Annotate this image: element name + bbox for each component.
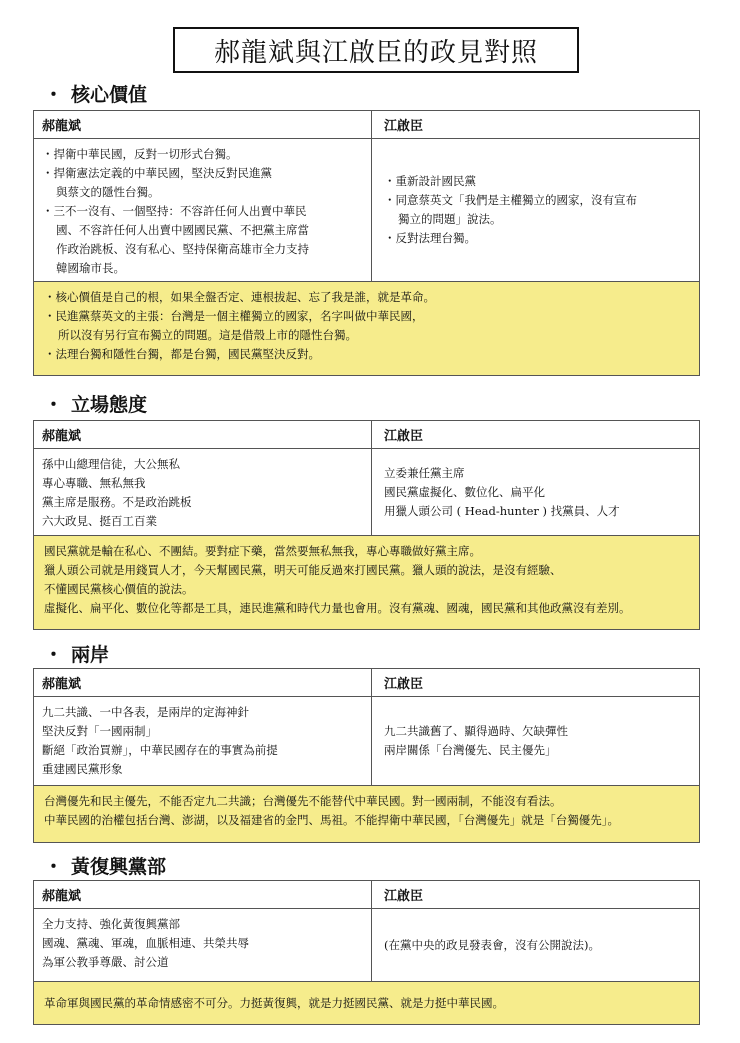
header-hao: 郝龍斌: [34, 111, 372, 138]
text-line: ・同意蔡英文「我們是主權獨立的國家，沒有宣布: [384, 193, 637, 207]
text-line: 中華民國的治權包括台灣、澎湖，以及福建省的金門、馬祖。不能捍衛中華民國，「台灣優先」就是「台獨優先」。: [44, 813, 619, 827]
chiang-column: [372, 697, 699, 785]
text-line: 兩岸關係「台灣優先、民主優先」: [384, 743, 557, 757]
text-line: ・核心價值是自己的根，如果全盤否定、連根拔起、忘了我是誰，就是革命。: [44, 290, 435, 304]
table-row: [34, 909, 699, 982]
text-line: 全力支持、強化黃復興黨部: [42, 917, 180, 931]
text-line: 所以沒有另行宣布獨立的問題。這是借殼上市的隱性台獨。: [58, 328, 357, 342]
header-chiang: 江啟臣: [384, 677, 424, 692]
section-title-cross-strait: ・ 兩岸: [44, 644, 110, 666]
text-line: 斷絕「政治買辦」，中華民國存在的事實為前提: [42, 743, 278, 757]
chiang-column: [372, 139, 699, 281]
text-line: ・重新設計國民黨: [384, 174, 476, 188]
table-row: [34, 697, 699, 786]
hao-column: [34, 139, 372, 281]
text-line: 為軍公教爭尊嚴、討公道: [42, 955, 169, 969]
section-title-text: 核心價值: [71, 84, 148, 106]
text-line: ・民進黨蔡英文的主張：台灣是一個主權獨立的國家，名字叫做中華民國，: [44, 309, 424, 323]
text-line: 虛擬化、扁平化、數位化等都是工具，連民進黨和時代力量也會用。沒有黨魂、國魂，國民黨和其他政黨沒有差別。: [44, 601, 631, 615]
commentary-note: [34, 282, 699, 375]
hao-column: [34, 697, 372, 785]
comparison-table-stance: [33, 420, 700, 630]
section-title-text: 立場態度: [71, 394, 148, 416]
text-line: 孫中山總理信徒，大公無私: [42, 457, 180, 471]
text-line: 國、不容許任何人出賣中國國民黨、不把黨主席當: [56, 223, 309, 237]
text-line: 重建國民黨形象: [42, 762, 123, 776]
header-hao: 郝龍斌: [34, 421, 372, 448]
header-chiang: 江啟臣: [384, 429, 424, 444]
text-line: 與蔡文的隱性台獨。: [56, 185, 160, 199]
text-line: ・三不一沒有、一個堅持：不容許任何人出賣中華民: [42, 204, 307, 218]
header-hao: 郝龍斌: [34, 881, 372, 908]
section-title-text: 兩岸: [71, 644, 110, 666]
text-line: 堅決反對「一國兩制」: [42, 724, 157, 738]
section-title-huang-fuxing: ・ 黃復興黨部: [44, 856, 167, 878]
chiang-column: [372, 449, 699, 535]
text-line: 不懂國民黨核心價值的說法。: [44, 582, 194, 596]
text-line: 用獵人頭公司 ( Head-hunter ) 找黨員、人才: [384, 503, 620, 518]
table-row: [34, 139, 699, 282]
table-header: [34, 111, 699, 139]
table-header: [34, 421, 699, 449]
text-line: 黨主席是服務。不是政治跳板: [42, 495, 192, 509]
chiang-column: [372, 909, 699, 981]
text-line: 獵人頭公司就是用錢買人才，今天幫國民黨，明天可能反過來打國民黨。獵人頭的說法，是沒有經驗、: [44, 563, 562, 577]
text-line: 專心專職、無私無我: [42, 476, 146, 490]
text-line: 國魂、黨魂、軍魂，血脈相連、共榮共辱: [42, 936, 249, 950]
hao-column: [34, 909, 372, 981]
page-title: 郝龍斌與江啟臣的政見對照: [173, 27, 579, 73]
header-chiang: 江啟臣: [384, 119, 424, 134]
text-line: 革命軍與國民黨的革命情感密不可分。力挺黃復興，就是力挺國民黨、就是力挺中華民國。: [44, 995, 504, 1010]
text-line: 韓國瑜市長。: [56, 261, 125, 275]
text-line: (在黨中央的政見發表會，沒有公開說法)。: [384, 937, 600, 952]
header-chiang: 江啟臣: [384, 889, 424, 904]
text-line: 九二共識、一中各表，是兩岸的定海神針: [42, 705, 249, 719]
text-line: 台灣優先和民主優先，不能否定九二共識；台灣優先不能替代中華民國。對一國兩制，不能沒有看法。: [44, 794, 562, 808]
text-line: ・反對法理台獨。: [384, 231, 476, 245]
comparison-table-cross-strait: [33, 668, 700, 843]
comparison-table-huang-fuxing: [33, 880, 700, 1025]
text-line: ・捍衛中華民國，反對一切形式台獨。: [42, 147, 238, 161]
text-line: ・捍衛憲法定義的中華民國，堅決反對民進黨: [42, 166, 272, 180]
hao-column: [34, 449, 372, 535]
commentary-note: [34, 786, 699, 842]
table-header: [34, 881, 699, 909]
text-line: 九二共識舊了、顯得過時、欠缺彈性: [384, 724, 568, 738]
table-row: [34, 449, 699, 536]
section-title-stance: ・ 立場態度: [44, 394, 148, 416]
header-hao: 郝龍斌: [34, 669, 372, 696]
text-line: 立委兼任黨主席: [384, 465, 465, 480]
text-line: 國民黨虛擬化、數位化、扁平化: [384, 484, 545, 499]
text-line: 獨立的問題」說法。: [398, 212, 502, 226]
text-line: 國民黨就是輸在私心、不團結。要對症下藥，當然要無私無我，專心專職做好黨主席。: [44, 544, 481, 558]
table-header: [34, 669, 699, 697]
text-line: 六大政見、挺百工百業: [42, 514, 157, 528]
commentary-note: [34, 536, 699, 629]
comparison-table-core-values: [33, 110, 700, 376]
text-line: 作政治跳板、沒有私心、堅持保衛高雄市全力支持: [56, 242, 309, 256]
text-line: ・法理台獨和隱性台獨，都是台獨，國民黨堅決反對。: [44, 347, 320, 361]
section-title-core-values: ・ 核心價值: [44, 84, 148, 106]
commentary-note: [34, 982, 699, 1024]
section-title-text: 黃復興黨部: [71, 856, 167, 878]
